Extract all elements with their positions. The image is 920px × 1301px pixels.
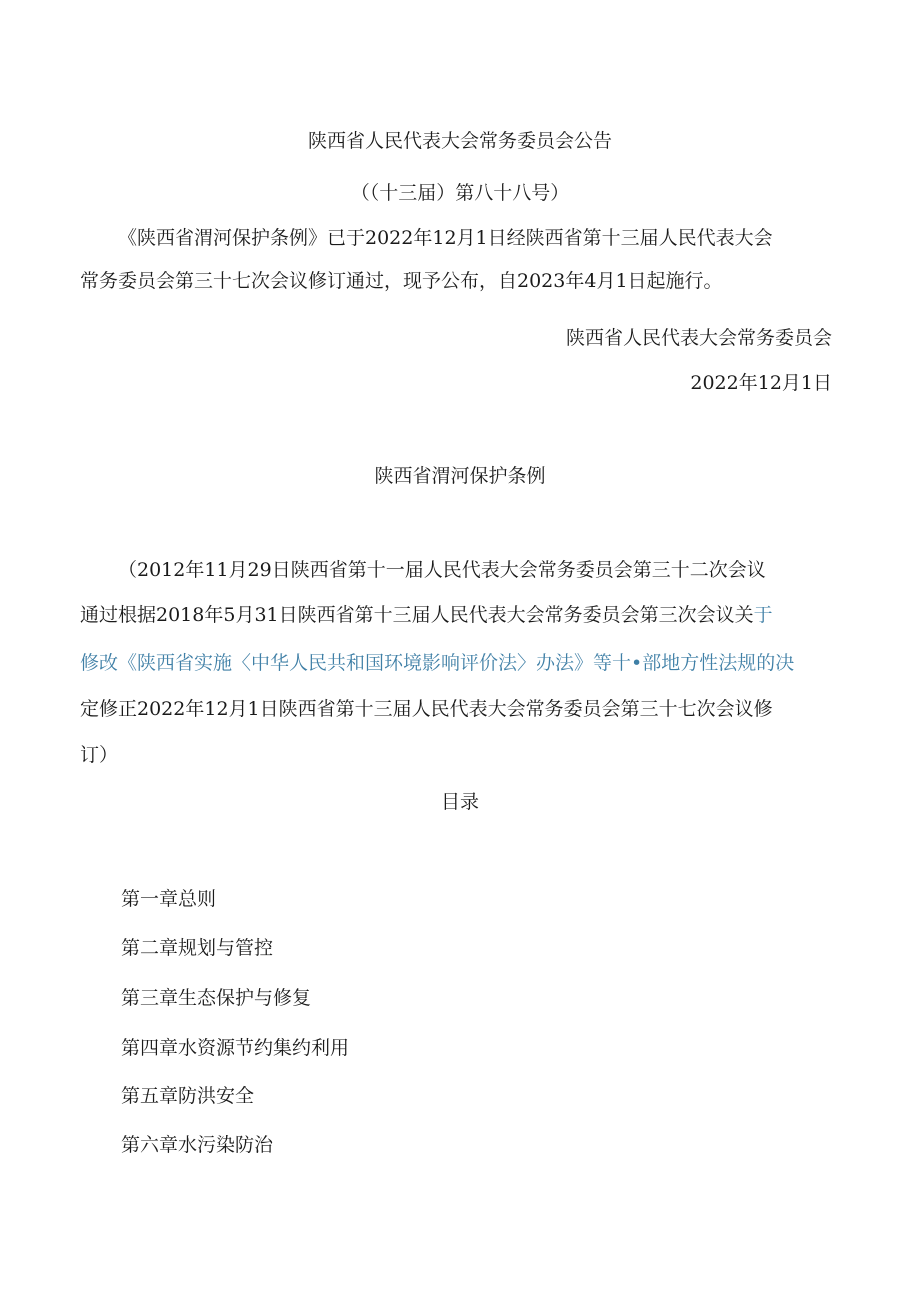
toc-item-chapter-1: 第一章总则 [121,888,217,910]
announcement-title: 陕西省人民代表大会常务委员会公告 [307,130,612,152]
announcement-date: 2022年12月1日 [690,372,832,394]
announcement-signature: 陕西省人民代表大会常务委员会 [565,327,832,349]
amendment-decision-link[interactable]: 修改《陕西省实施〈中华人民共和国环境影响评价法〉办法》等十•部地方性法规的决 [80,652,795,674]
toc-item-chapter-2: 第二章规划与管控 [121,937,274,959]
toc-title: 目录 [440,791,479,813]
toc-item-chapter-5: 第五章防洪安全 [121,1085,255,1107]
history-line-2-text: 通过根据2018年5月31日陕西省第十三届人民代表大会常务委员会第三次会议关 [80,604,754,626]
history-line-5: 订） [80,744,119,766]
toc-item-chapter-3: 第三章生态保护与修复 [121,987,312,1009]
announcement-body-line-2: 常务委员会第三十七次会议修订通过，现予公布，自2023年4月1日起施行。 [80,270,723,292]
history-line-4: 定修正2022年12月1日陕西省第十三届人民代表大会常务委员会第三十七次会议修 [80,698,773,720]
history-line-2 [80,603,773,627]
announcement-number: （（十三届）第八十八号） [350,182,570,204]
history-line-1: （2012年11月29日陕西省第十一届人民代表大会常务委员会第三十二次会议 [118,559,766,581]
amendment-decision-link-start[interactable]: 于 [753,604,773,626]
toc-item-chapter-4: 第四章水资源节约集约利用 [121,1037,350,1059]
announcement-body-line-1: 《陕西省渭河保护条例》已于2022年12月1日经陕西省第十三届人民代表大会 [118,227,773,249]
toc-item-chapter-6: 第六章水污染防治 [121,1134,274,1156]
regulation-title: 陕西省渭河保护条例 [374,465,546,487]
